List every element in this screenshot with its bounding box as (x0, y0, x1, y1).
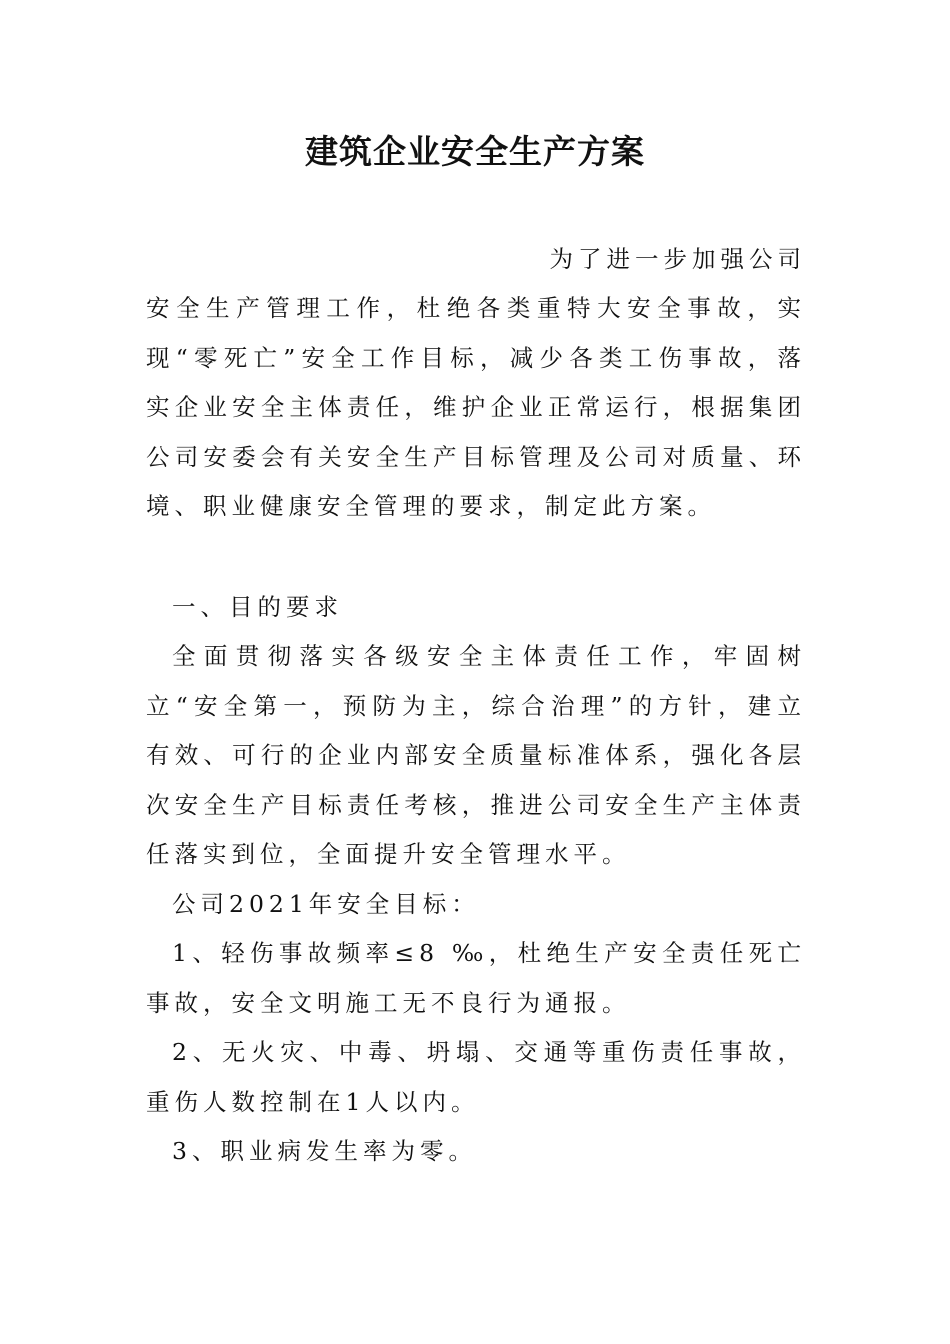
target-item: 2、无火灾、中毒、坍塌、交通等重伤责任事故，重伤人数控制在1人以内。 (146, 1038, 806, 1116)
intro-paragraph: 安全生产管理工作，杜绝各类重特大安全事故，实现“零死亡”安全工作目标，减少各类工伤事故，落实企业安全主体责任，维护企业正常运行，根据集团公司安委会有关安全生产目标管理及公司对质量、环境、职业健康安全管理的要求，制定此方案。 (146, 294, 806, 520)
targets-heading: 公司2021年安全目标： (172, 890, 480, 918)
target-item: 3、职业病发生率为零。 (172, 1137, 477, 1165)
target-item: 1、轻伤事故频率≤8 ‰，杜绝生产安全责任死亡事故，安全文明施工无不良行为通报。 (146, 939, 806, 1017)
section-heading-purpose: 一、目的要求 (172, 593, 343, 621)
intro-first-line: 为了进一步加强公司 (549, 245, 806, 273)
document-title: 建筑企业安全生产方案 (305, 132, 645, 171)
purpose-paragraph: 全面贯彻落实各级安全主体责任工作，牢固树立“安全第一，预防为主，综合治理”的方针，建立有效、可行的企业内部安全质量标准体系，强化各层次安全生产目标责任考核，推进公司安全生产主体责任落实到位，全面提升安全管理水平。 (146, 642, 806, 868)
